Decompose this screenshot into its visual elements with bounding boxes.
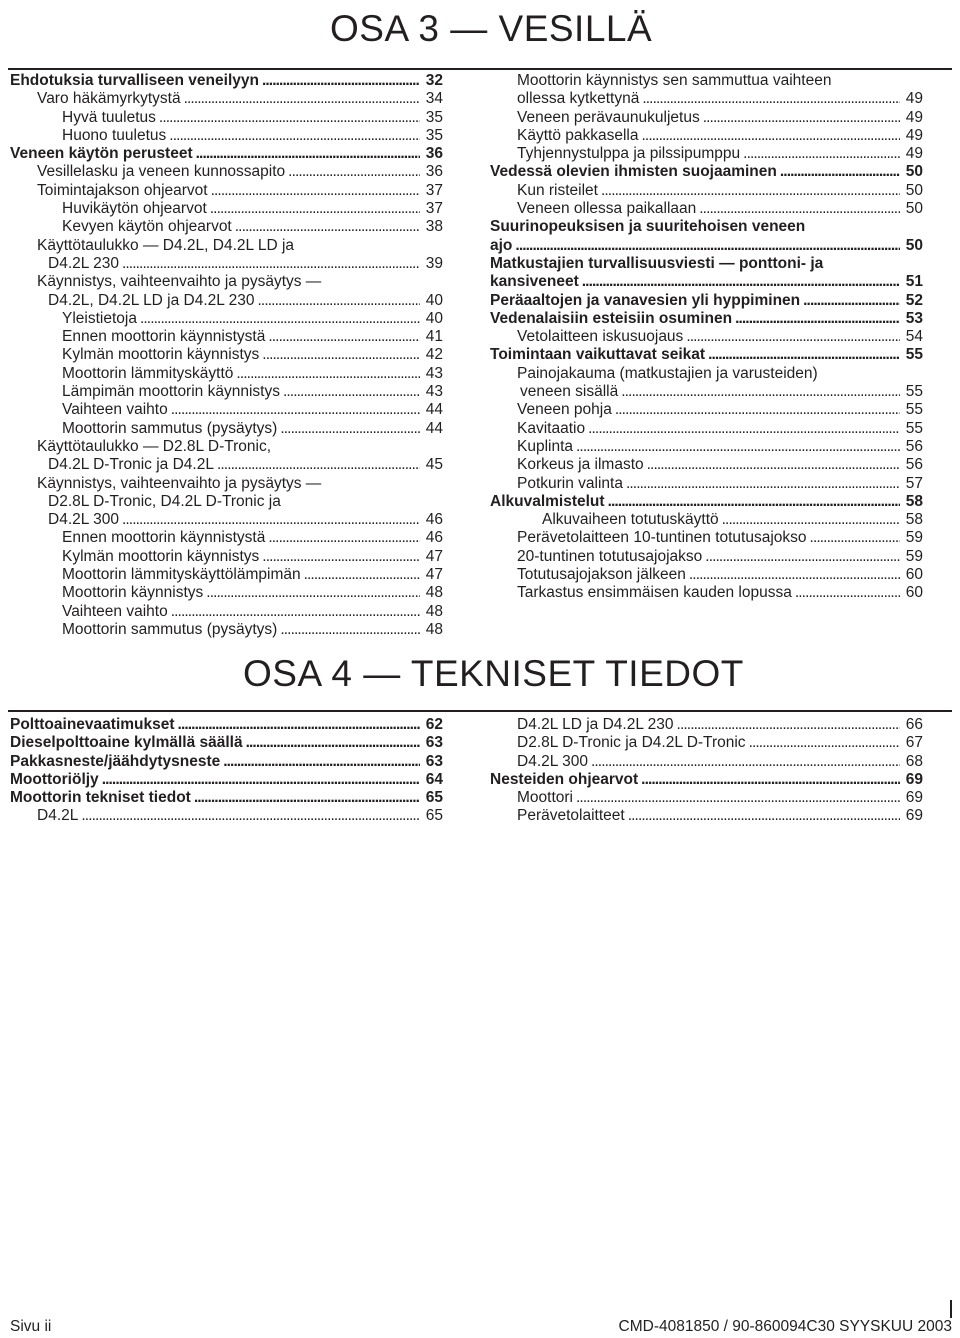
toc-entry-title: Ennen moottorin käynnistystä	[62, 328, 266, 346]
dot-leader	[576, 438, 900, 456]
toc-entry-title: D4.2L LD ja D4.2L 230	[517, 716, 674, 733]
toc-entry-page: 46	[425, 529, 443, 547]
toc-entry-title: Vetolaitteen iskusuojaus	[517, 328, 684, 346]
toc-entry-page: 45	[425, 456, 443, 474]
toc-entry[interactable]	[490, 493, 923, 511]
toc-entry-page: 65	[425, 807, 443, 825]
dot-leader	[169, 127, 420, 145]
toc-entry-title: Moottorin sammutus (pysäytys)	[62, 419, 278, 437]
toc-entry[interactable]	[490, 401, 923, 419]
toc-entry-page: 40	[425, 291, 443, 309]
toc-entry[interactable]	[10, 273, 443, 291]
dot-leader	[626, 475, 900, 493]
toc-entry-page: 43	[425, 364, 443, 382]
dot-leader	[122, 511, 420, 529]
dot-leader	[262, 548, 420, 566]
dot-leader	[722, 511, 900, 529]
dot-leader	[628, 807, 900, 825]
toc-entry-page: 64	[425, 770, 443, 788]
toc-entry-title: Kuplinta	[517, 437, 574, 455]
toc-entry[interactable]	[490, 475, 923, 493]
toc-entry[interactable]	[10, 218, 443, 236]
toc-entry-title: Kavitaatio	[517, 419, 586, 437]
toc-entry-title: Dieselpolttoaine kylmällä säällä	[10, 734, 243, 752]
toc-entry[interactable]	[10, 72, 443, 90]
section-3-rule	[8, 68, 952, 70]
dot-leader	[196, 145, 420, 163]
toc-entry-page: 44	[425, 419, 443, 437]
toc-entry-page: 52	[905, 291, 923, 309]
toc-entry-title: Tyhjennystulppa ja pilssipumppu	[517, 145, 741, 163]
dot-leader	[210, 200, 420, 218]
toc-entry[interactable]	[10, 310, 443, 328]
toc-entry-page: 59	[905, 547, 923, 565]
toc-entry[interactable]	[10, 603, 443, 621]
toc-entry-title: Moottorin tekniset tiedot	[10, 789, 191, 807]
toc-entry-page: 63	[425, 752, 443, 770]
toc-entry-page: 51	[905, 273, 923, 291]
toc-entry[interactable]	[10, 328, 443, 346]
toc-entry-page: 47	[425, 547, 443, 565]
dot-leader	[262, 72, 420, 90]
dot-leader	[268, 328, 420, 346]
toc-entry-page: 40	[425, 309, 443, 327]
toc-entry-title: Peräaaltojen ja vanavesien yli hyppiminen	[490, 291, 801, 309]
toc-entry-title: Polttoainevaatimukset	[10, 716, 175, 733]
toc-entry-page: 69	[905, 807, 923, 825]
toc-entry-page: 39	[425, 254, 443, 272]
toc-entry-title: Käyttötaulukko — D4.2L, D4.2L LD ja	[37, 236, 295, 254]
footer-rule	[950, 1300, 952, 1318]
toc-entry-title: Huvikäytön ohjearvot	[62, 200, 207, 218]
toc-entry[interactable]	[490, 255, 923, 273]
toc-entry-title: Nesteiden ohjearvot	[490, 770, 639, 788]
toc-entry-title: Moottorin käynnistys	[62, 584, 204, 602]
dot-leader	[743, 145, 900, 163]
toc-entry-title: Moottorin sammutus (pysäytys)	[62, 620, 278, 638]
dot-leader	[515, 237, 900, 255]
dot-leader	[591, 753, 900, 771]
toc-entry-title: D2.8L D-Tronic, D4.2L D-Tronic ja	[48, 492, 281, 510]
dot-leader	[280, 420, 420, 438]
toc-entry-page: 36	[425, 163, 443, 181]
toc-entry[interactable]	[490, 163, 923, 181]
toc-entry[interactable]	[10, 127, 443, 145]
dot-leader	[703, 109, 900, 127]
toc-entry[interactable]	[10, 255, 443, 273]
toc-entry-page: 48	[425, 602, 443, 620]
toc-entry[interactable]	[490, 292, 923, 310]
toc-entry-page: 43	[425, 383, 443, 401]
toc-entry-title: Veneen käytön perusteet	[10, 145, 193, 163]
toc-entry[interactable]	[10, 511, 443, 529]
toc-entry[interactable]	[490, 584, 923, 602]
toc-entry[interactable]	[10, 753, 443, 771]
dot-leader	[194, 789, 420, 807]
toc-entry-page: 59	[905, 529, 923, 547]
toc-entry-page: 37	[425, 200, 443, 218]
dot-leader	[283, 383, 420, 401]
toc-entry[interactable]	[490, 365, 923, 383]
section-4-title: OSA 4 — TEKNISET TIEDOT	[243, 653, 744, 694]
dot-leader	[708, 346, 900, 364]
toc-entry-title: Lämpimän moottorin käynnistys	[62, 383, 280, 401]
toc-entry[interactable]	[490, 456, 923, 474]
toc-entry-title: Suurinopeuksisen ja suuritehoisen veneen	[490, 218, 806, 236]
toc-entry-title: Matkustajien turvallisuusviesti — ponttoni- ja	[490, 254, 824, 272]
toc-entry-title: Huono tuuletus	[62, 126, 167, 144]
toc-entry-title: Kun risteilet	[517, 181, 598, 199]
toc-entry[interactable]	[10, 548, 443, 566]
dot-leader	[803, 292, 900, 310]
toc-entry-page: 36	[425, 145, 443, 163]
toc-entry[interactable]	[10, 789, 443, 807]
toc-entry[interactable]	[10, 365, 443, 383]
toc-entry-title: D4.2L 300	[48, 511, 119, 529]
toc-entry-title: D4.2L D-Tronic ja D4.2L	[48, 456, 214, 474]
dot-leader	[642, 127, 901, 145]
toc-entry-title: ajo	[490, 236, 513, 254]
toc-entry-page: 63	[425, 734, 443, 752]
toc-entry-title: Moottorin lämmityskäyttölämpimän	[62, 566, 301, 584]
toc-entry-page: 34	[425, 90, 443, 108]
toc-entry-page: 55	[905, 346, 923, 364]
toc-entry[interactable]	[490, 237, 923, 255]
dot-leader	[258, 292, 420, 310]
toc-entry[interactable]	[10, 109, 443, 127]
toc-entry-title: Yleistietoja	[62, 309, 137, 327]
toc-entry[interactable]	[10, 200, 443, 218]
toc-entry-page: 37	[425, 181, 443, 199]
dot-leader	[615, 401, 900, 419]
dot-leader	[795, 584, 900, 602]
toc-entry[interactable]	[490, 734, 923, 752]
dot-leader	[601, 182, 900, 200]
toc-entry-page: 58	[905, 511, 923, 529]
dot-leader	[647, 456, 900, 474]
toc-entry-title: D2.8L D-Tronic ja D4.2L D-Tronic	[517, 734, 746, 752]
toc-entry[interactable]	[490, 127, 923, 145]
toc-entry-page: 49	[905, 108, 923, 126]
toc-entry-title: Perävetolaitteet	[517, 807, 625, 825]
toc-column-left	[10, 72, 443, 639]
toc-entry-title: Käyttötaulukko — D2.8L D-Tronic,	[37, 437, 272, 455]
toc-entry-title: Toimintaan vaikuttavat seikat	[490, 346, 706, 364]
toc-entry-title: Veneen ollessa paikallaan	[517, 200, 697, 218]
toc-entry-title: veneen sisällä	[520, 383, 619, 401]
toc-entry[interactable]	[10, 438, 443, 456]
toc-entry-title: Käynnistys, vaihteenvaihto ja pysäytys —	[37, 474, 322, 492]
toc-entry-title: Veneen perävaunukuljetus	[517, 108, 700, 126]
toc-entry-page: 69	[905, 770, 923, 788]
toc-entry-title: Toimintajakson ohjearvot	[37, 181, 208, 199]
toc-entry[interactable]	[10, 584, 443, 602]
toc-entry-title: kansiveneet	[490, 273, 579, 291]
toc-entry[interactable]	[490, 771, 923, 789]
toc-entry-title: Korkeus ja ilmasto	[517, 456, 644, 474]
dot-leader	[582, 273, 900, 291]
dot-leader	[642, 90, 900, 108]
dot-leader	[211, 182, 420, 200]
toc-entry[interactable]	[10, 383, 443, 401]
dot-leader	[288, 163, 420, 181]
dot-leader	[699, 200, 900, 218]
toc-entry[interactable]	[490, 383, 923, 401]
toc-entry[interactable]	[490, 218, 923, 236]
toc-entry[interactable]	[490, 566, 923, 584]
dot-leader	[102, 771, 420, 789]
toc-entry-page: 42	[425, 346, 443, 364]
toc-entry[interactable]	[490, 273, 923, 291]
toc-entry-title: Hyvä tuuletus	[62, 108, 156, 126]
toc-entry-title: Varo häkämyrkytystä	[37, 90, 181, 108]
toc-entry-title: Ehdotuksia turvalliseen veneilyyn	[10, 72, 259, 89]
toc-entry[interactable]	[10, 401, 443, 419]
toc-entry-page: 49	[905, 90, 923, 108]
toc-entry-page: 50	[905, 200, 923, 218]
toc-entry-page: 50	[905, 163, 923, 181]
toc-entry-title: Pakkasneste/jäähdytysneste	[10, 752, 221, 770]
toc-entry-title: Ennen moottorin käynnistystä	[62, 529, 266, 547]
toc-entry[interactable]	[10, 182, 443, 200]
toc-entry[interactable]	[490, 789, 923, 807]
toc-entry-title: Painojakauma (matkustajien ja varusteiden)	[517, 364, 818, 382]
toc-entry-page: 41	[425, 328, 443, 346]
dot-leader	[780, 163, 900, 181]
dot-leader	[159, 109, 420, 127]
dot-leader	[588, 420, 900, 438]
toc-entry[interactable]	[490, 807, 923, 825]
toc-entry[interactable]	[490, 72, 923, 90]
toc-entry[interactable]	[490, 200, 923, 218]
toc-entry[interactable]	[10, 456, 443, 474]
section-3-title: OSA 3 — VESILLÄ	[330, 8, 653, 49]
toc-entry-page: 55	[905, 401, 923, 419]
toc-entry-page: 55	[905, 419, 923, 437]
toc-entry-page: 56	[905, 437, 923, 455]
toc-entry-title: Alkuvaiheen totutuskäyttö	[542, 511, 719, 529]
toc-entry-page: 50	[905, 236, 923, 254]
toc-entry[interactable]	[10, 145, 443, 163]
dot-leader	[677, 716, 900, 734]
toc-entry[interactable]	[10, 716, 443, 734]
toc-entry[interactable]	[490, 346, 923, 364]
toc-entry-title: Vesillelasku ja veneen kunnossapito	[37, 163, 286, 181]
toc-entry-page: 50	[905, 181, 923, 199]
toc-entry-page: 56	[905, 456, 923, 474]
dot-leader	[810, 529, 900, 547]
toc-entry[interactable]	[490, 548, 923, 566]
toc-entry[interactable]	[10, 475, 443, 493]
toc-entry[interactable]	[490, 438, 923, 456]
toc-entry[interactable]	[10, 529, 443, 547]
dot-leader	[171, 603, 420, 621]
dot-leader	[705, 548, 900, 566]
toc-entry-title: Käyttö pakkasella	[517, 126, 639, 144]
toc-entry[interactable]	[490, 420, 923, 438]
toc-entry-page: 66	[905, 716, 923, 733]
toc-entry[interactable]	[490, 511, 923, 529]
toc-entry[interactable]	[10, 237, 443, 255]
toc-entry-page: 48	[425, 584, 443, 602]
dot-leader	[280, 621, 420, 639]
toc-entry-title: D4.2L	[37, 807, 79, 825]
toc-entry-title: D4.2L 300	[517, 752, 588, 770]
toc-entry-title: D4.2L 230	[48, 254, 119, 272]
toc-entry[interactable]	[10, 807, 443, 825]
dot-leader	[235, 218, 420, 236]
dot-leader	[217, 456, 420, 474]
toc-entry[interactable]	[490, 90, 923, 108]
toc-entry[interactable]	[10, 734, 443, 752]
toc-entry-title: Moottoriöljy	[10, 770, 99, 788]
toc-entry-page: 32	[425, 72, 443, 89]
dot-leader	[140, 310, 420, 328]
toc-column-right	[490, 72, 923, 603]
dot-leader	[171, 401, 420, 419]
toc-entry[interactable]	[10, 346, 443, 364]
toc-entry-page: 62	[425, 716, 443, 733]
toc-entry[interactable]	[490, 529, 923, 547]
dot-leader	[81, 807, 420, 825]
toc-entry-page: 68	[905, 752, 923, 770]
toc-entry-title: Vaihteen vaihto	[62, 602, 168, 620]
toc-entry-title: Tarkastus ensimmäisen kauden lopussa	[517, 584, 792, 602]
dot-leader	[268, 529, 420, 547]
toc-entry-page: 47	[425, 566, 443, 584]
toc-entry-title: Moottori	[517, 789, 573, 807]
toc-entry-page: 67	[905, 734, 923, 752]
toc-entry-page: 49	[905, 126, 923, 144]
toc-entry-title: Perävetolaitteen 10-tuntinen totutusajokso	[517, 529, 807, 547]
toc-entry-page: 53	[905, 309, 923, 327]
toc-entry-title: Potkurin valinta	[517, 474, 623, 492]
toc-entry-title: Veneen pohja	[517, 401, 612, 419]
footer-document-code: CMD-4081850 / 90-860094C30 SYYSKUU 2003	[618, 1318, 952, 1335]
toc-entry-page: 49	[905, 145, 923, 163]
toc-entry[interactable]	[490, 753, 923, 771]
toc-entry[interactable]	[10, 420, 443, 438]
toc-entry-page: 44	[425, 401, 443, 419]
dot-leader	[246, 734, 420, 752]
toc-entry-page: 57	[905, 474, 923, 492]
toc-entry-page: 35	[425, 126, 443, 144]
toc-entry-page: 48	[425, 620, 443, 638]
dot-leader	[236, 365, 420, 383]
toc-column-right	[490, 716, 923, 826]
toc-entry-title: Kylmän moottorin käynnistys	[62, 547, 260, 565]
dot-leader	[223, 753, 420, 771]
toc-entry[interactable]	[490, 182, 923, 200]
dot-leader	[122, 255, 420, 273]
dot-leader	[576, 789, 900, 807]
toc-entry-title: Alkuvalmistelut	[490, 492, 605, 510]
toc-entry-title: Vedenalaisiin esteisiin osuminen	[490, 309, 733, 327]
toc-entry[interactable]	[10, 163, 443, 181]
toc-entry[interactable]	[10, 493, 443, 511]
toc-entry[interactable]	[490, 145, 923, 163]
dot-leader	[641, 771, 900, 789]
dot-leader	[262, 346, 420, 364]
toc-entry-title: Moottorin käynnistys sen sammuttua vaihteen	[517, 72, 832, 89]
toc-entry-title: Kylmän moottorin käynnistys	[62, 346, 260, 364]
toc-entry[interactable]	[490, 716, 923, 734]
toc-entry-page: 60	[905, 584, 923, 602]
toc-entry-page: 58	[905, 492, 923, 510]
toc-entry[interactable]	[10, 771, 443, 789]
toc-entry[interactable]	[490, 328, 923, 346]
toc-entry-title: Kevyen käytön ohjearvot	[62, 218, 232, 236]
toc-entry[interactable]	[490, 310, 923, 328]
dot-leader	[608, 493, 900, 511]
section-4-rule	[8, 710, 952, 712]
toc-entry[interactable]	[10, 292, 443, 310]
toc-entry-title: Vaihteen vaihto	[62, 401, 168, 419]
dot-leader	[749, 734, 900, 752]
toc-column-left	[10, 716, 443, 826]
toc-entry-title: ollessa kytkettynä	[517, 90, 640, 108]
dot-leader	[686, 328, 900, 346]
toc-entry[interactable]	[490, 109, 923, 127]
toc-entry[interactable]	[10, 566, 443, 584]
dot-leader	[184, 90, 420, 108]
toc-entry-title: Käynnistys, vaihteenvaihto ja pysäytys —	[37, 273, 322, 291]
toc-entry-title: Vedessä olevien ihmisten suojaaminen	[490, 163, 777, 181]
toc-entry-page: 54	[905, 328, 923, 346]
toc-entry-page: 38	[425, 218, 443, 236]
toc-entry[interactable]	[10, 621, 443, 639]
toc-entry-page: 55	[905, 383, 923, 401]
dot-leader	[206, 584, 420, 602]
toc-entry-title: Moottorin lämmityskäyttö	[62, 364, 234, 382]
toc-entry-page: 60	[905, 566, 923, 584]
toc-entry-page: 65	[425, 789, 443, 807]
dot-leader	[621, 383, 900, 401]
dot-leader	[178, 716, 420, 734]
toc-entry-title: Totutusajojakson jälkeen	[517, 566, 686, 584]
toc-entry-title: 20-tuntinen totutusajojakso	[517, 547, 703, 565]
footer-page-label: Sivu ii	[10, 1318, 52, 1335]
toc-entry-title: D4.2L, D4.2L LD ja D4.2L 230	[48, 291, 255, 309]
toc-entry-page: 35	[425, 108, 443, 126]
dot-leader	[304, 566, 420, 584]
toc-entry-page: 46	[425, 511, 443, 529]
dot-leader	[735, 310, 900, 328]
dot-leader	[689, 566, 900, 584]
toc-entry-page: 69	[905, 789, 923, 807]
toc-entry[interactable]	[10, 90, 443, 108]
